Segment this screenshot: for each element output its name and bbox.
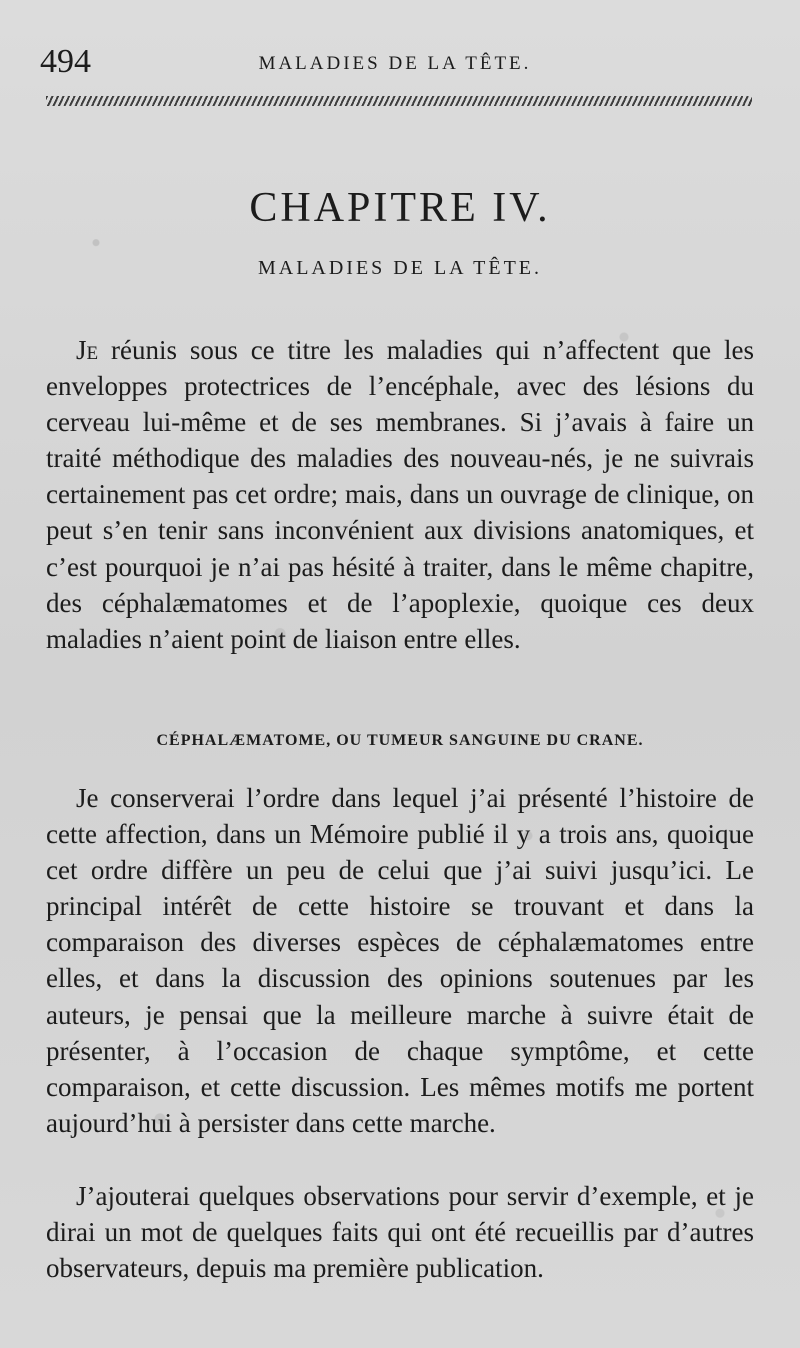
paragraph-3: J’ajouterai quelques observations pour servir d’exemple, et je dirai un mot de quelques faits qui ont été recueillis par d’autres observateurs, depuis ma première publication.: [46, 1181, 754, 1284]
page-number: 494: [40, 43, 91, 80]
page-header: [40, 40, 750, 84]
paragraph-1-text: réunis sous ce titre les maladies qui n’affectent que les enveloppes protectrices de l’encéphale, avec des lésions du cerveau lui-même et de ses membranes. Si j’avais à faire un traité méthodique des maladies des nouveau-nés, je ne suivrais certainement pas cet ordre; mais, dans un ouvrage de clinique, on peut s’en tenir sans inconvénient aux divisions anatomiques, et c’est pourquoi je n’ai pas hésité à traiter, dans le même chapitre, des céphalæmatomes et de l’apoplexie, quoique ces deux maladies n’aient point de liaison entre elles.: [46, 335, 754, 654]
chapter-subtitle: MALADIES DE LA TÊTE.: [257, 257, 543, 279]
paragraph-1: [46, 332, 754, 657]
running-head: MALADIES DE LA TÊTE.: [258, 53, 532, 74]
paragraph-lead-word: Je: [76, 335, 99, 365]
ornamental-rule: [46, 96, 752, 106]
paragraph-2: Je conserverai l’ordre dans lequel j’ai présenté l’histoire de cette affection, dans un Mémoire publié il y a trois ans, quoique cet ordre diffère un peu de celui que j’ai suivi jusqu’ici. Le principal intérêt de cette histoire se trouvant et dans la comparaison des diverses espèces de céphalæmatomes entre elles, et dans la discussion des opinions soutenues par les auteurs, je pensai que la meilleure marche à suivre était de présenter, à l’occasion de chaque symptôme, et cette comparaison, et cette discussion. Les mêmes motifs me portent aujourd’hui à persister dans cette marche.: [46, 783, 754, 1138]
section-heading: CÉPHALÆMATOME, OU TUMEUR SANGUINE DU CRANE.: [156, 732, 644, 749]
chapter-title: CHAPITRE IV.: [249, 185, 551, 231]
